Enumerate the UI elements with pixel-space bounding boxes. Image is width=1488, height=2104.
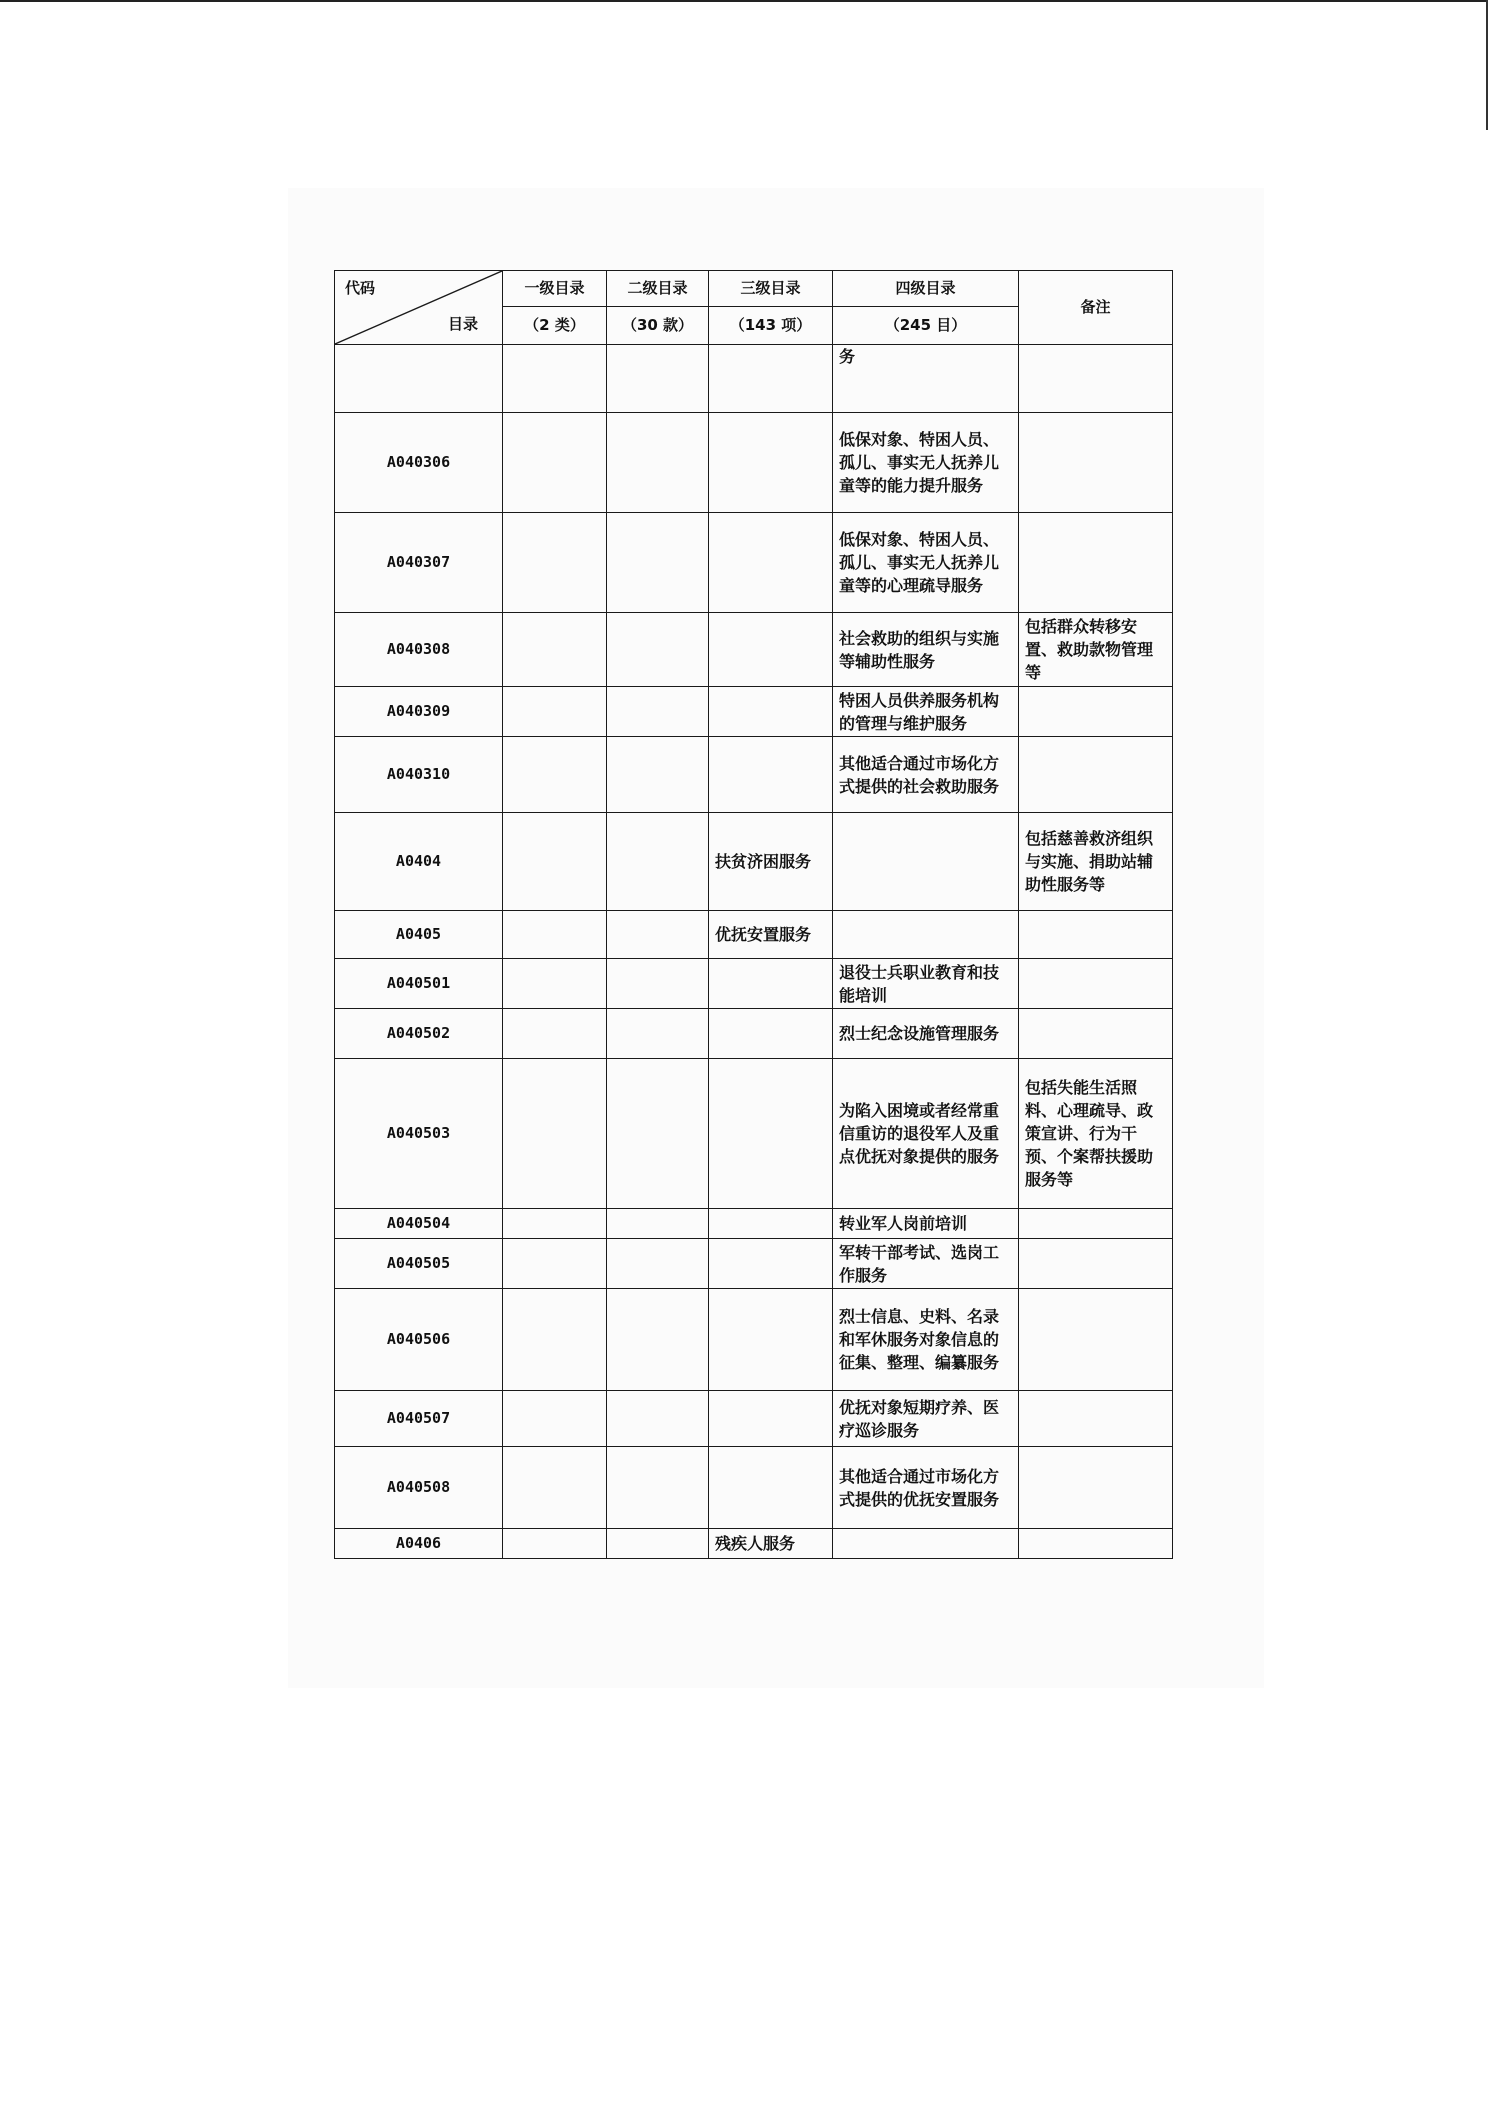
row-level4 (833, 1529, 1019, 1559)
row-level2 (607, 1209, 709, 1239)
code-catalog-header-cell (335, 271, 503, 345)
row-code: A040506 (335, 1289, 503, 1391)
row-level1 (503, 1239, 607, 1289)
row-level2 (607, 959, 709, 1009)
row-level2 (607, 1529, 709, 1559)
row-level2 (607, 1289, 709, 1391)
row-level2 (607, 413, 709, 513)
row-code: A040504 (335, 1209, 503, 1239)
row-level3 (709, 1447, 833, 1529)
row-level4: 为陷入困境或者经常重信重访的退役军人及重点优抚对象提供的服务 (833, 1059, 1019, 1209)
row-level1 (503, 1447, 607, 1529)
catalog-header-label: 目录 (447, 315, 478, 333)
row-note (1019, 737, 1173, 813)
table-row (335, 1009, 1173, 1059)
row-level2 (607, 1447, 709, 1529)
row-level1 (503, 1529, 607, 1559)
row-note (1019, 413, 1173, 513)
row-level4 (833, 911, 1019, 959)
row-code: A040307 (335, 513, 503, 613)
row-level1 (503, 911, 607, 959)
row-level3 (709, 345, 833, 413)
row-level4: 务 (833, 345, 1019, 413)
row-level3 (709, 737, 833, 813)
row-level2 (607, 345, 709, 413)
row-note: 包括慈善救济组织与实施、捐助站辅助性服务等 (1019, 813, 1173, 911)
table-row (335, 613, 1173, 687)
row-level1 (503, 1009, 607, 1059)
row-level4: 退役士兵职业教育和技能培训 (833, 959, 1019, 1009)
row-level3 (709, 1059, 833, 1209)
row-code: A0404 (335, 813, 503, 911)
row-note: 包括群众转移安置、救助款物管理等 (1019, 613, 1173, 687)
row-code (335, 345, 503, 413)
level1-header: 一级目录 (503, 271, 607, 307)
row-note (1019, 513, 1173, 613)
level3-count: （143 项） (709, 307, 833, 345)
row-note (1019, 959, 1173, 1009)
row-level4: 社会救助的组织与实施等辅助性服务 (833, 613, 1019, 687)
row-level3 (709, 687, 833, 737)
row-level1 (503, 1059, 607, 1209)
row-code: A040310 (335, 737, 503, 813)
table-row (335, 1289, 1173, 1391)
row-level1 (503, 1289, 607, 1391)
table-row (335, 1391, 1173, 1447)
service-catalog-table (334, 270, 1173, 1559)
row-level3 (709, 959, 833, 1009)
table-row (335, 813, 1173, 911)
row-level2 (607, 1009, 709, 1059)
row-code: A040508 (335, 1447, 503, 1529)
header-row-labels (335, 271, 1173, 307)
row-level3 (709, 1009, 833, 1059)
row-note (1019, 911, 1173, 959)
row-level3 (709, 1391, 833, 1447)
row-level3 (709, 513, 833, 613)
row-level3: 优抚安置服务 (709, 911, 833, 959)
row-level1 (503, 413, 607, 513)
row-level4: 其他适合通过市场化方式提供的优抚安置服务 (833, 1447, 1019, 1529)
level4-count: （245 目） (833, 307, 1019, 345)
table-row (335, 1059, 1173, 1209)
row-level3 (709, 613, 833, 687)
row-level2 (607, 613, 709, 687)
level2-header: 二级目录 (607, 271, 709, 307)
table-row (335, 687, 1173, 737)
page-edge-line (0, 0, 1488, 2)
row-level2 (607, 911, 709, 959)
row-level3 (709, 413, 833, 513)
row-note (1019, 687, 1173, 737)
row-code: A040505 (335, 1239, 503, 1289)
row-code: A0405 (335, 911, 503, 959)
row-note (1019, 1529, 1173, 1559)
row-level4: 烈士纪念设施管理服务 (833, 1009, 1019, 1059)
table-row (335, 911, 1173, 959)
level3-header: 三级目录 (709, 271, 833, 307)
row-level3 (709, 1289, 833, 1391)
row-note (1019, 1447, 1173, 1529)
table-row (335, 413, 1173, 513)
row-level1 (503, 737, 607, 813)
row-code: A040308 (335, 613, 503, 687)
code-header-label: 代码 (345, 279, 376, 297)
note-header: 备注 (1019, 271, 1173, 345)
table-row (335, 959, 1173, 1009)
row-level1 (503, 345, 607, 413)
table-row (335, 737, 1173, 813)
table-row (335, 1529, 1173, 1559)
row-level4: 军转干部考试、选岗工作服务 (833, 1239, 1019, 1289)
row-level4: 低保对象、特困人员、孤儿、事实无人抚养儿童等的心理疏导服务 (833, 513, 1019, 613)
row-level3 (709, 1239, 833, 1289)
row-code: A040309 (335, 687, 503, 737)
row-level1 (503, 1209, 607, 1239)
table-row (335, 345, 1173, 413)
level4-header: 四级目录 (833, 271, 1019, 307)
row-level2 (607, 1059, 709, 1209)
row-level1 (503, 513, 607, 613)
row-level1 (503, 1391, 607, 1447)
row-level2 (607, 813, 709, 911)
row-level3: 扶贫济困服务 (709, 813, 833, 911)
row-note (1019, 1239, 1173, 1289)
table-row (335, 1447, 1173, 1529)
row-level2 (607, 737, 709, 813)
row-level4 (833, 813, 1019, 911)
row-code: A040502 (335, 1009, 503, 1059)
row-code: A040306 (335, 413, 503, 513)
row-code: A0406 (335, 1529, 503, 1559)
row-level1 (503, 959, 607, 1009)
row-level2 (607, 687, 709, 737)
row-note (1019, 1209, 1173, 1239)
table-row (335, 513, 1173, 613)
table-row (335, 1209, 1173, 1239)
row-level4: 转业军人岗前培训 (833, 1209, 1019, 1239)
row-level1 (503, 613, 607, 687)
level2-count: （30 款） (607, 307, 709, 345)
row-level2 (607, 1391, 709, 1447)
row-level1 (503, 687, 607, 737)
row-level4: 优抚对象短期疗养、医疗巡诊服务 (833, 1391, 1019, 1447)
row-code: A040507 (335, 1391, 503, 1447)
row-code: A040501 (335, 959, 503, 1009)
row-note (1019, 1009, 1173, 1059)
row-level3: 残疾人服务 (709, 1529, 833, 1559)
level1-count: （2 类） (503, 307, 607, 345)
row-level2 (607, 1239, 709, 1289)
row-note: 包括失能生活照料、心理疏导、政策宣讲、行为干预、个案帮扶援助服务等 (1019, 1059, 1173, 1209)
row-level1 (503, 813, 607, 911)
row-level2 (607, 513, 709, 613)
row-level4: 烈士信息、史料、名录和军休服务对象信息的征集、整理、编纂服务 (833, 1289, 1019, 1391)
table-row (335, 1239, 1173, 1289)
row-level4: 低保对象、特困人员、孤儿、事实无人抚养儿童等的能力提升服务 (833, 413, 1019, 513)
row-level4: 特困人员供养服务机构的管理与维护服务 (833, 687, 1019, 737)
row-level4: 其他适合通过市场化方式提供的社会救助服务 (833, 737, 1019, 813)
row-note (1019, 1289, 1173, 1391)
row-level3 (709, 1209, 833, 1239)
row-note (1019, 1391, 1173, 1447)
row-code: A040503 (335, 1059, 503, 1209)
row-note (1019, 345, 1173, 413)
